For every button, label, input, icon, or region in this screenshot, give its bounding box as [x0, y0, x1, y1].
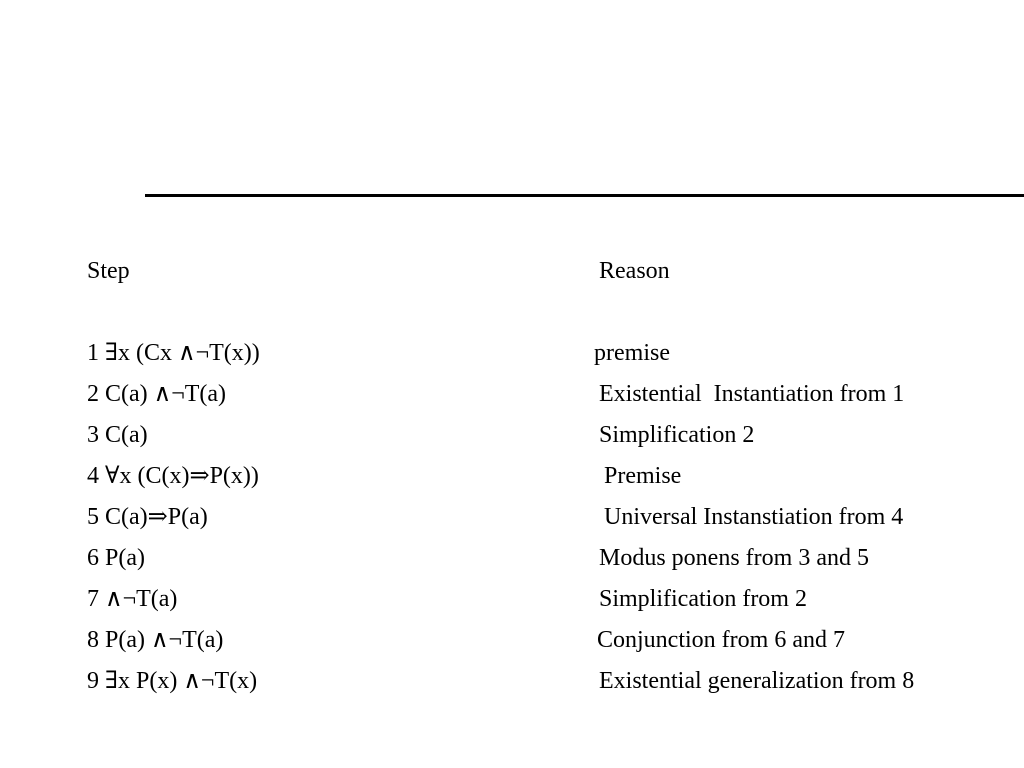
reason-cell: Modus ponens from 3 and 5	[599, 545, 869, 571]
reason-cell: Premise	[604, 463, 682, 489]
step-cell: 8 P(a) ∧¬T(a)	[87, 627, 224, 653]
step-column-header: Step	[87, 258, 130, 284]
title-divider-line	[145, 194, 1024, 197]
step-cell: 6 P(a)	[87, 545, 145, 571]
step-cell: 9 ∃x P(x) ∧¬T(x)	[87, 668, 258, 694]
step-cell: 2 C(a) ∧¬T(a)	[87, 381, 227, 407]
reason-cell: premise	[594, 340, 670, 366]
step-cell: 1 ∃x (Cx ∧¬T(x))	[87, 340, 260, 366]
step-cell: 3 C(a)	[87, 422, 148, 448]
step-cell: 5 C(a)⇒P(a)	[87, 504, 208, 530]
step-cell: 4 ∀x (C(x)⇒P(x))	[87, 463, 259, 489]
reason-cell: Simplification from 2	[599, 586, 807, 612]
step-cell: 7 ∧¬T(a)	[87, 586, 178, 612]
reason-cell: Existential Instantiation from 1	[599, 381, 905, 407]
reason-cell: Conjunction from 6 and 7	[597, 627, 845, 653]
reason-cell: Universal Instanstiation from 4	[604, 504, 904, 530]
reason-cell: Simplification 2	[599, 422, 755, 448]
reason-cell: Existential generalization from 8	[599, 668, 915, 694]
reason-column-header: Reason	[599, 258, 670, 284]
